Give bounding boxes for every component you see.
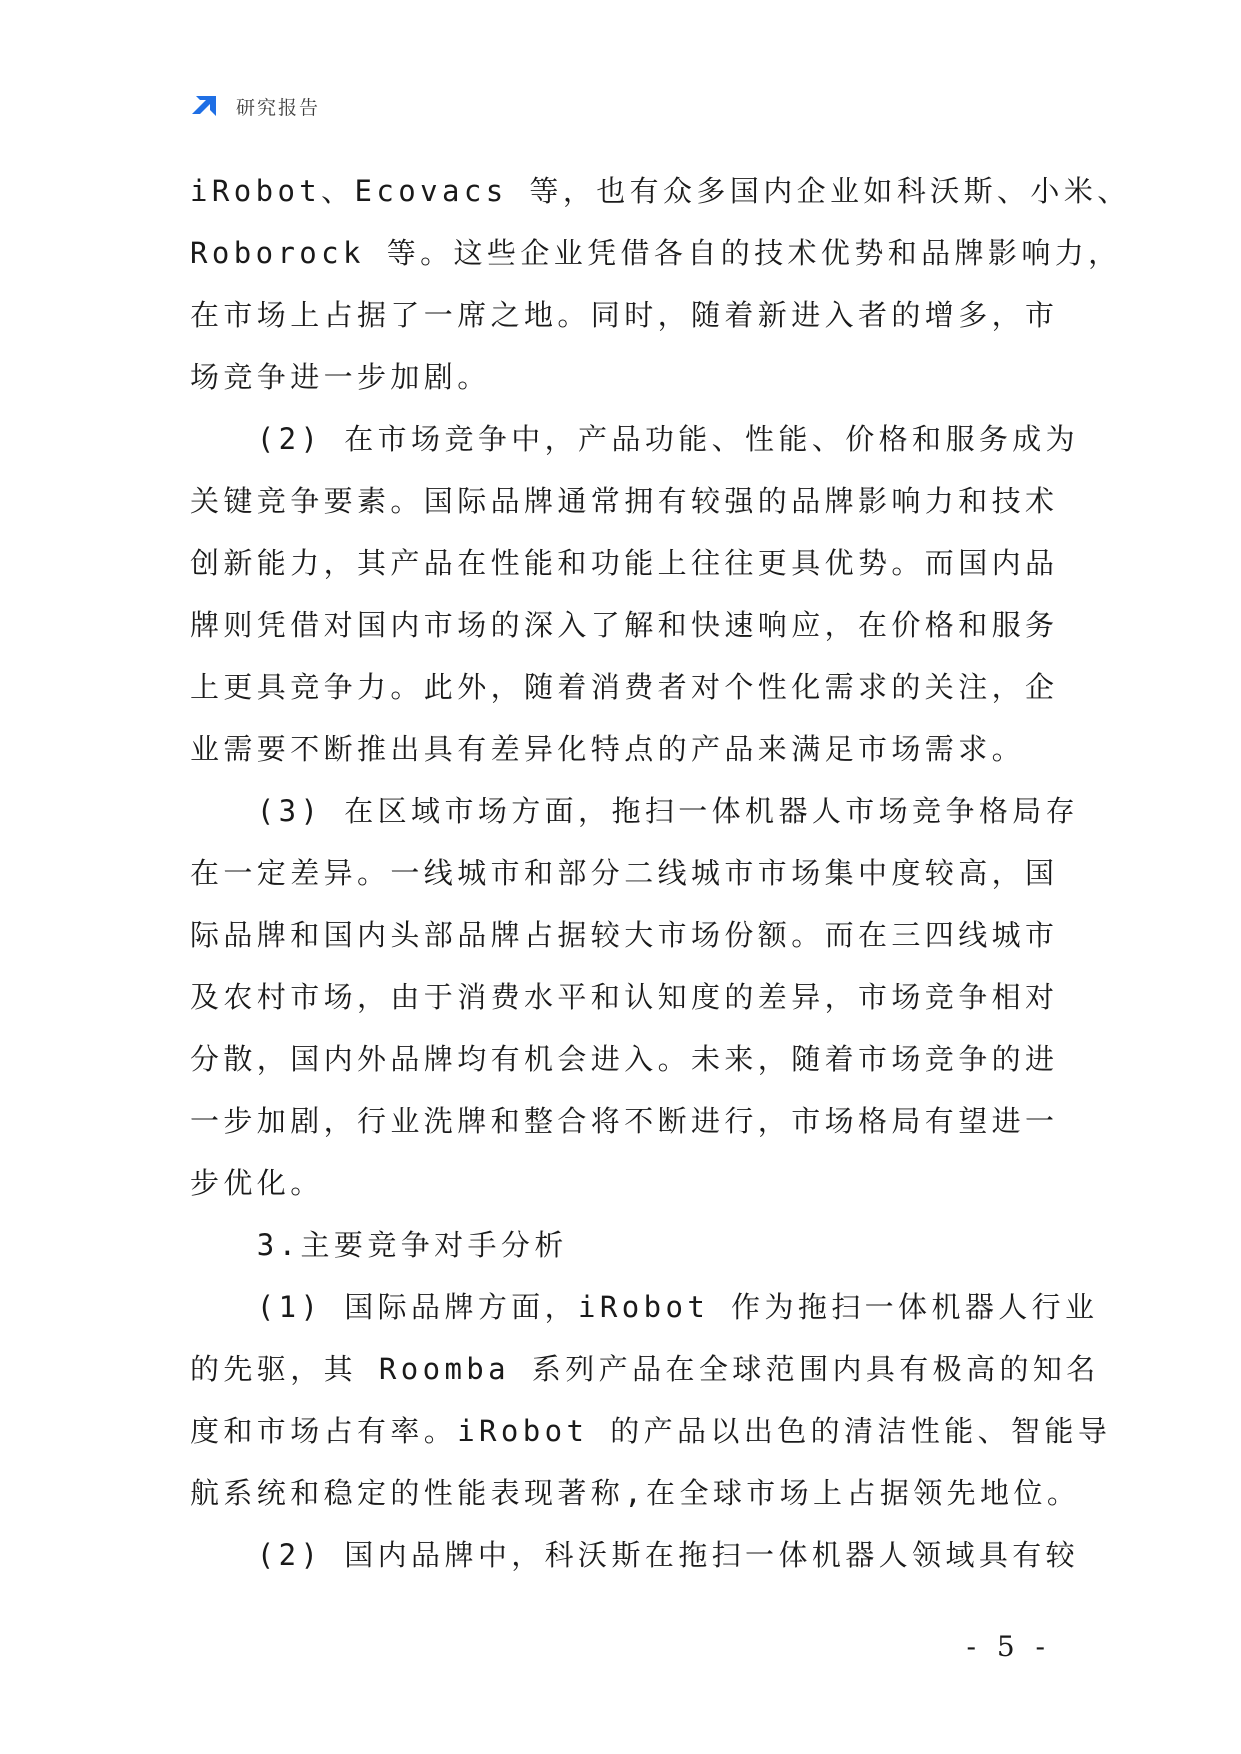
text-line: 分散，国内外品牌均有机会进入。未来，随着市场竞争的进 (190, 1042, 1059, 1076)
body-text (190, 160, 1131, 1586)
section-heading: 3.主要竞争对手分析 (190, 1228, 568, 1262)
text-line: 关键竞争要素。国际品牌通常拥有较强的品牌影响力和技术 (190, 484, 1059, 518)
report-header (190, 88, 320, 124)
text-line: 业需要不断推出具有差异化特点的产品来满足市场需求。 (190, 732, 1026, 766)
text-line: (2) 在市场竞争中，产品功能、性能、价格和服务成为 (190, 422, 1080, 456)
text-line: (1) 国际品牌方面，iRobot 作为拖扫一体机器人行业 (190, 1290, 1099, 1324)
text-line: Roborock 等。这些企业凭借各自的技术优势和品牌影响力， (190, 236, 1122, 270)
text-line: 航系统和稳定的性能表现著称,在全球市场上占据领先地位。 (190, 1476, 1081, 1510)
text-line: 一步加剧，行业洗牌和整合将不断进行，市场格局有望进一 (190, 1104, 1059, 1138)
text-line: 及农村市场，由于消费水平和认知度的差异，市场竞争相对 (190, 980, 1059, 1014)
text-line: (3) 在区域市场方面，拖扫一体机器人市场竞争格局存 (190, 794, 1080, 828)
text-line: 度和市场占有率。iRobot 的产品以出色的清洁性能、智能导 (190, 1414, 1112, 1448)
text-line: iRobot、Ecovacs 等，也有众多国内企业如科沃斯、小米、 (190, 174, 1131, 208)
text-line: (2) 国内品牌中，科沃斯在拖扫一体机器人领域具有较 (190, 1538, 1080, 1572)
text-line: 创新能力，其产品在性能和功能上往往更具优势。而国内品 (190, 546, 1059, 580)
text-line: 际品牌和国内头部品牌占据较大市场份额。而在三四线城市 (190, 918, 1059, 952)
text-line: 场竞争进一步加剧。 (190, 360, 491, 394)
text-line: 牌则凭借对国内市场的深入了解和快速响应，在价格和服务 (190, 608, 1059, 642)
page-number: - 5 - (966, 1630, 1051, 1663)
text-line: 的先驱，其 Roomba 系列产品在全球范围内具有极高的知名 (190, 1352, 1100, 1386)
text-line: 步优化。 (190, 1166, 324, 1200)
text-line: 在一定差异。一线城市和部分二线城市市场集中度较高，国 (190, 856, 1059, 890)
header-title: 研究报告 (236, 96, 321, 119)
arrow-up-right-icon (190, 90, 222, 122)
text-line: 在市场上占据了一席之地。同时，随着新进入者的增多，市 (190, 298, 1059, 332)
text-line: 上更具竞争力。此外，随着消费者对个性化需求的关注，企 (190, 670, 1059, 704)
